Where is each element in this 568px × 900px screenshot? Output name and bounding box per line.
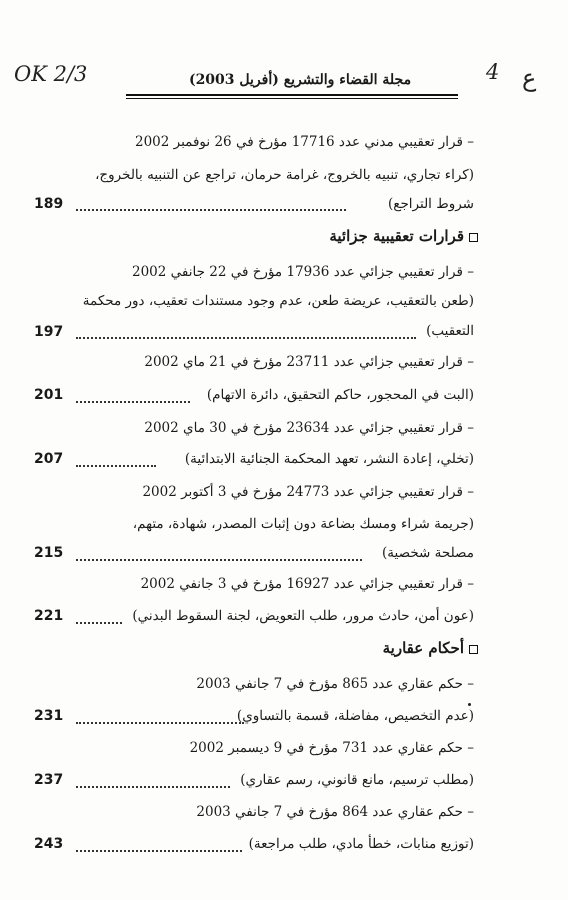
keywords-line: مصلحة شخصية) xyxy=(382,545,474,561)
keywords-line: (عدم التخصيص، مفاضلة، قسمة بالتساوي) xyxy=(236,708,474,724)
dot-leader xyxy=(76,209,346,211)
decision-line: – قرار تعقيبي مدني عدد 17716 مؤرخ في 26 نوفمبر 2002 xyxy=(135,134,474,150)
decision-line: – قرار تعقيبي جزائي عدد 23634 مؤرخ في 30 ماي 2002 xyxy=(144,420,474,436)
page-number: 243 xyxy=(34,836,64,852)
ink-speck xyxy=(468,703,471,706)
handwritten-note-left: OK 2/3 xyxy=(14,62,88,86)
keywords-line: (توزيع منابات، خطأ مادي، طلب مراجعة) xyxy=(248,836,474,852)
dot-leader xyxy=(76,401,190,403)
page-number: 237 xyxy=(34,772,64,788)
decision-line: – قرار تعقيبي جزائي عدد 23711 مؤرخ في 21 ماي 2002 xyxy=(144,354,474,370)
keywords-line: (البت في المحجور، حاكم التحقيق، دائرة الاتهام) xyxy=(206,387,474,403)
dot-leader xyxy=(76,622,122,624)
box-bullet-icon xyxy=(469,645,478,654)
dot-leader xyxy=(76,337,416,339)
dot-leader xyxy=(76,559,362,561)
page-number: 201 xyxy=(34,387,64,403)
keywords-line: (كراء تجاري، تنبيه بالخروج، غرامة حرمان، تراجع عن التنبيه بالخروج، xyxy=(95,167,474,183)
header-rule-thin xyxy=(126,98,458,99)
decision-line: – قرار تعقيبي جزائي عدد 17936 مؤرخ في 22 جانفي 2002 xyxy=(131,264,474,280)
keywords-line: التعقيب) xyxy=(426,323,474,339)
keywords-line: (جريمة شراء ومسك بضاعة دون إثبات المصدر، شهادة، متهم، xyxy=(132,516,474,532)
section-heading-criminal xyxy=(40,225,478,247)
keywords-line: شروط التراجع) xyxy=(388,196,474,212)
section-title: أحكام عقارية xyxy=(382,639,464,657)
page-number: 189 xyxy=(34,196,64,212)
page-number: 215 xyxy=(34,545,64,561)
keywords-line: (تخلي، إعادة النشر، تعهد المحكمة الجنائية الابتدائية) xyxy=(184,451,474,467)
dot-leader xyxy=(76,786,230,788)
section-heading-real-estate xyxy=(40,637,478,659)
keywords-line: (طعن بالتعقيب، عريضة طعن، عدم وجود مستندات تعقيب، دور محكمة xyxy=(82,293,474,309)
decision-line: – حكم عقاري عدد 864 مؤرخ في 7 جانفي 2003 xyxy=(196,804,474,820)
page-number: 221 xyxy=(34,608,64,624)
keywords-line: (عون أمن، حادث مرور، طلب التعويض، لجنة السقوط البدني) xyxy=(132,608,474,624)
dot-leader xyxy=(76,850,242,852)
decision-line: – قرار تعقيبي جزائي عدد 24773 مؤرخ في 3 أكتوبر 2002 xyxy=(142,484,474,500)
page-number: 197 xyxy=(34,324,64,340)
journal-header-title: مجلة القضاء والتشريع (أفريل 2003) xyxy=(188,72,412,88)
dot-leader xyxy=(76,465,156,467)
box-bullet-icon xyxy=(469,233,478,242)
section-title: قرارات تعقيبية جزائية xyxy=(329,227,464,245)
dot-leader xyxy=(76,722,244,724)
decision-line: – حكم عقاري عدد 731 مؤرخ في 9 ديسمبر 2002 xyxy=(189,740,474,756)
header-rule xyxy=(126,94,458,96)
keywords-line: (مطلب ترسيم، مانع قانوني، رسم عقاري) xyxy=(240,772,474,788)
handwritten-letter: ع xyxy=(522,64,537,92)
page-number: 207 xyxy=(34,451,64,467)
decision-line: – حكم عقاري عدد 865 مؤرخ في 7 جانفي 2003 xyxy=(196,676,474,692)
page-number: 231 xyxy=(34,708,64,724)
handwritten-page-number: 4 xyxy=(486,60,500,84)
decision-line: – قرار تعقيبي جزائي عدد 16927 مؤرخ في 3 جانفي 2002 xyxy=(140,576,474,592)
